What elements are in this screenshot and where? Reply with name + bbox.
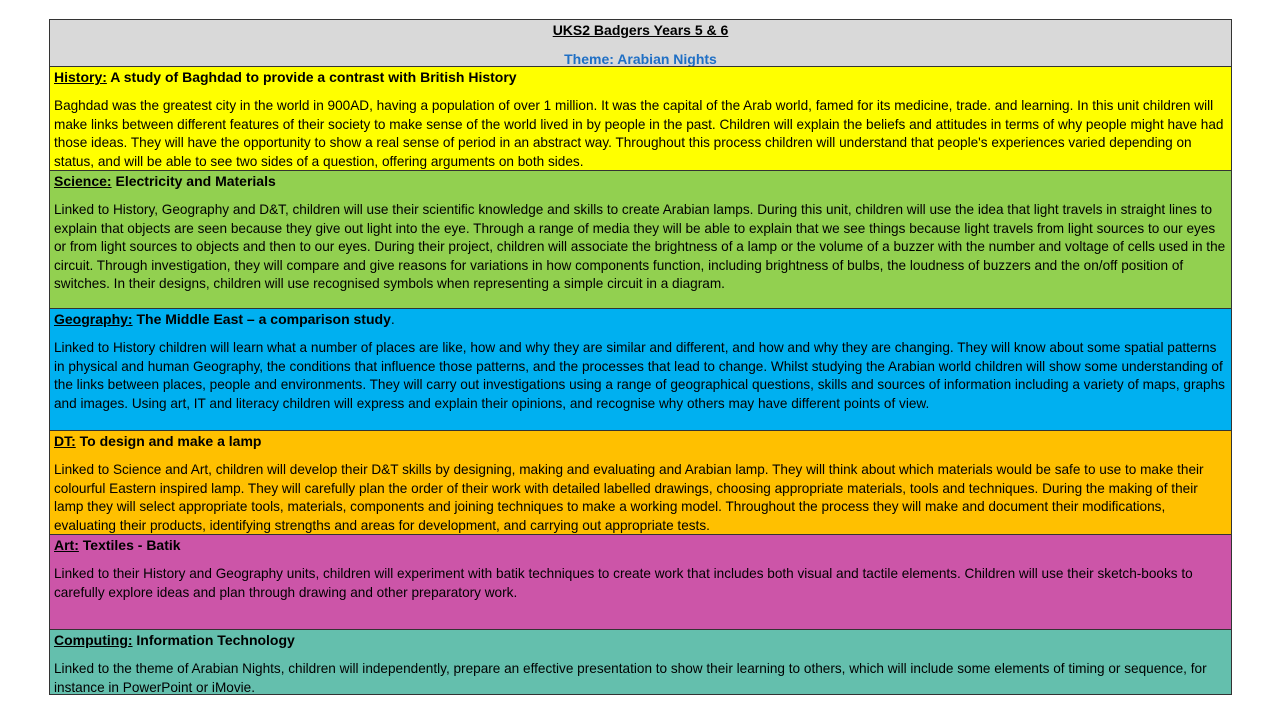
topic-label: Electricity and Materials [111,173,276,189]
section-dt [50,430,1231,534]
topic-label: Information Technology [132,632,295,648]
table-header [50,19,1231,66]
section-body: Linked to the theme of Arabian Nights, children will independently, prepare an effective presentation to show their learning to others, which will include some elements of timing or sequence, for instance in PowerPoint or iMovie. [54,661,1207,695]
section-heading [54,67,1227,85]
section-heading [54,630,1227,648]
section-science [50,170,1231,308]
section-body: Linked to History children will learn what a number of places are like, how and why they are similar and different, and how and why they are changing. They will know about some spatial patterns in physical and human Geography, the conditions that influence those patterns, and the processes that lead to change. Whilst studying the Arabian world children will show some understanding of the links between places, people and environments. They will carry out investigations using a range of geographical questions, skills and sources of information including a variety of maps, graphs and images. Using art, IT and literacy children will express and explain their opinions, and recognise why others may have different points of view. [54,340,1225,411]
section-geography [50,308,1231,430]
section-heading [54,171,1227,189]
subject-label: Geography: [54,311,133,327]
topic-label: A study of Baghdad to provide a contrast with British History [106,69,517,85]
theme-title: Theme: Arabian Nights [564,51,717,66]
section-heading [54,309,1227,327]
subject-label: History: [54,69,107,85]
section-computing [50,629,1231,695]
topic-trail: . [390,311,395,327]
subject-label: Computing: [54,632,133,648]
subject-label: Science: [54,173,112,189]
topic-label: The Middle East – a comparison study [132,311,391,327]
section-body: Linked to their History and Geography units, children will experiment with batik techniques to create work that includes both visual and tactile elements. Children will use their sketch-books to carefully explore ideas and plan through drawing and other preparatory work. [54,566,1193,600]
section-heading [54,535,1227,553]
page-title: UKS2 Badgers Years 5 & 6 [552,22,729,38]
topic-label: To design and make a lamp [75,433,262,449]
subject-label: DT: [54,433,76,449]
section-heading [54,431,1227,449]
section-body: Linked to History, Geography and D&T, children will use their scientific knowledge and skills to create Arabian lamps. During this unit, children will use the idea that light travels in straight lines to explain that objects are seen because they give out light into the eye. Through a range of media they will be able to explain that we see things because light travels from light sources to our eyes or from light sources to objects and then to our eyes. During their project, children will associate the brightness of a lamp or the volume of a buzzer with the number and voltage of cells used in the circuit. Through investigation, they will compare and give reasons for variations in how components function, including brightness of bulbs, the loudness of buzzers and the on/off position of switches. In their designs, children will use recognised symbols when representing a simple circuit in a diagram. [54,202,1226,292]
section-body: Linked to Science and Art, children will develop their D&T skills by designing, making and evaluating and Arabian lamp. They will think about which materials would be safe to use to make their colourful Eastern inspired lamp. They will carefully plan the order of their work with detailed labelled drawings, choosing appropriate materials, tools and techniques. During the making of their lamp they will select appropriate tools, materials, components and joining techniques to make a working model. Throughout the process they will make and document their modifications, evaluating their products, identifying strengths and areas for development, and carrying out appropriate tests. [54,462,1204,533]
section-art [50,534,1231,629]
topic-label: Textiles - Batik [78,537,181,553]
curriculum-table [49,19,1232,695]
section-body: Baghdad was the greatest city in the world in 900AD, having a population of over 1 million. It was the capital of the Arab world, famed for its medicine, trade. and learning. In this unit children will make links between different features of their society to make sense of the world lived in by people in the past. Children will explain the beliefs and attitudes in terms of why people might have had those ideas. They will have the opportunity to show a real sense of period in an abstract way. Throughout this process children will understand that people's experiences varied depending on status, and will be able to see two sides of a question, offering arguments on both sides. [54,98,1224,169]
subject-label: Art: [54,537,79,553]
section-history [50,66,1231,170]
